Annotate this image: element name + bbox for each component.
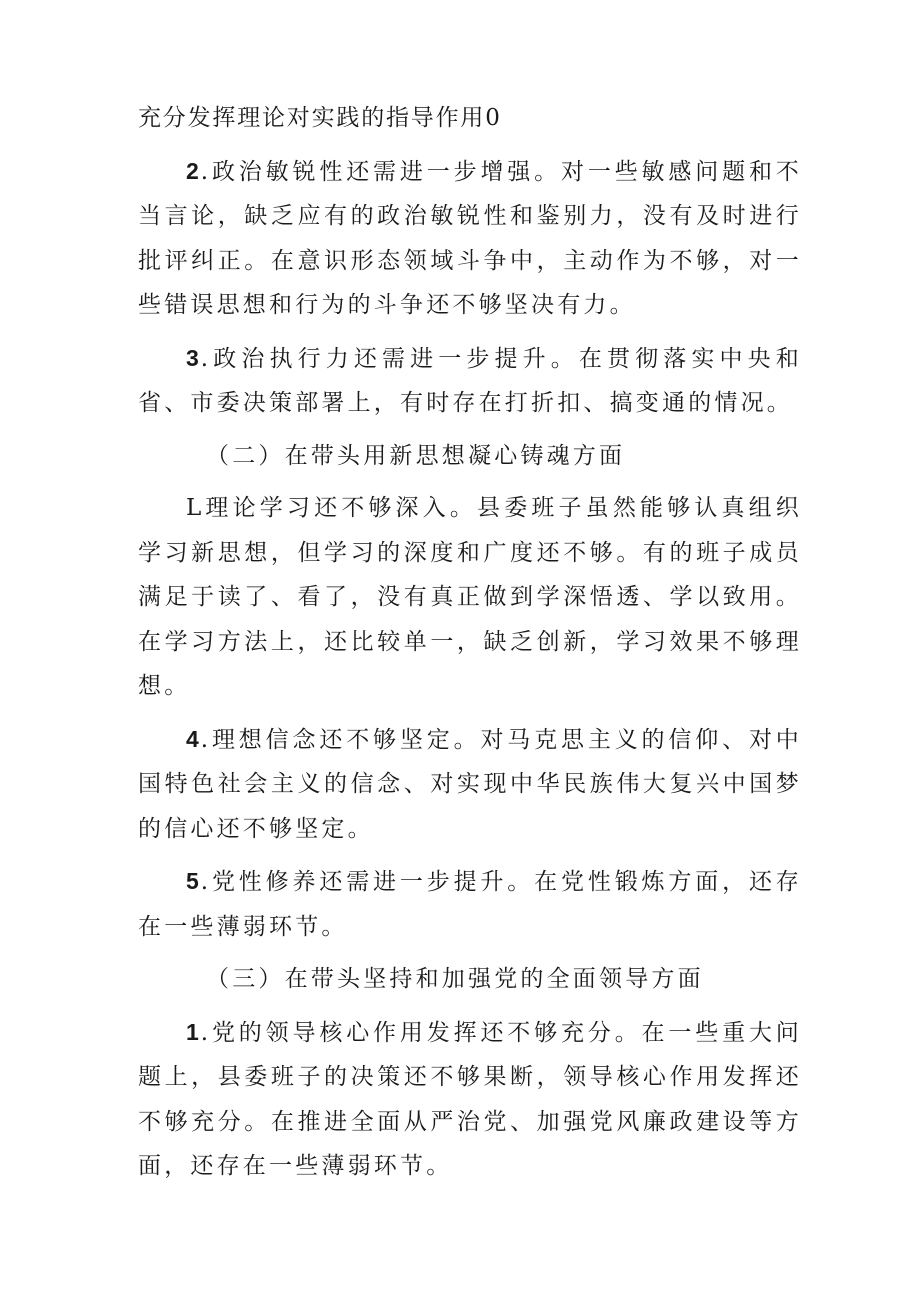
item-number: 2 xyxy=(186,157,201,184)
paragraph-text: L理论学习还不够深入。县委班子虽然能够认真组织学习新思想，但学习的深度和广度还不够。有的班子成员满足于读了、看了，没有真正做到学深悟透、学以致用。在学习方法上，还比较单一，缺乏创新，学习效果不够理想。 xyxy=(138,495,802,699)
document-body xyxy=(138,96,802,1189)
item-number: 5 xyxy=(186,868,201,894)
paragraph-text: .政治敏锐性还需进一步增强。对一些敏感问题和不当言论，缺乏应有的政治敏锐性和鉴别力，没有及时进行批评纠正。在意识形态领域斗争中，主动作为不够，对一些错误思想和行为的斗争还不够坚决有力。 xyxy=(138,158,802,318)
paragraph-item-4-ideals-beliefs xyxy=(138,717,802,852)
section-heading-text: （三）在带头坚持和加强党的全面领导方面 xyxy=(206,966,704,992)
section-heading-text: （二）在带头用新思想凝心铸魂方面 xyxy=(206,442,626,469)
paragraph-item-2-political-sensitivity xyxy=(138,149,802,328)
paragraph-text: .理想信念还不够坚定。对马克思主义的信仰、对中国特色社会主义的信念、对实现中华民族伟大复兴中国梦的信心还不够坚定。 xyxy=(138,726,802,842)
paragraph-continuation xyxy=(138,96,802,141)
paragraph-item-5-party-cultivation xyxy=(138,859,802,949)
section-heading-3 xyxy=(138,957,802,1002)
paragraph-item-1-leadership-core xyxy=(138,1010,802,1189)
paragraph-text: .党性修养还需进一步提升。在党性锻炼方面，还存在一些薄弱环节。 xyxy=(138,869,802,940)
paragraph-text: .政治执行力还需进一步提升。在贯彻落实中央和省、市委决策部署上，有时存在打折扣、搞变通的情况。 xyxy=(138,345,802,416)
item-number: 3 xyxy=(186,344,201,371)
item-number: 1 xyxy=(186,1018,201,1045)
section-heading-2 xyxy=(138,434,802,479)
paragraph-text: .党的领导核心作用发挥还不够充分。在一些重大问题上，县委班子的决策还不够果断，领导核心作用发挥还不够充分。在推进全面从严治党、加强党风廉政建设等方面，还存在一些薄弱环节。 xyxy=(138,1019,802,1179)
item-number: 4 xyxy=(186,725,201,752)
paragraph-item-3-political-execution xyxy=(138,336,802,426)
paragraph-item-1-theory-study xyxy=(138,486,802,709)
paragraph-text: 充分发挥理论对实践的指导作用0 xyxy=(138,105,502,131)
